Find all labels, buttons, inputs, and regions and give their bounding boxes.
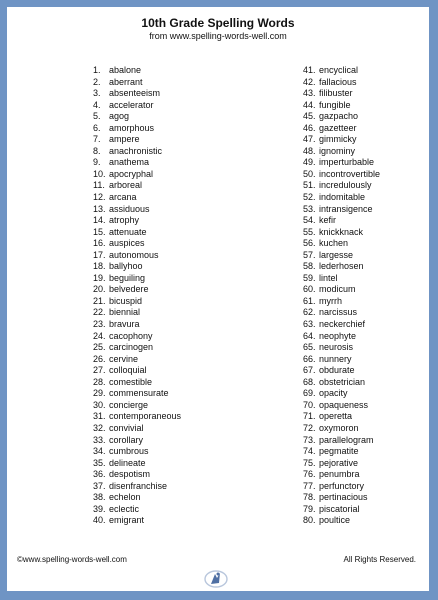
word-list-item (303, 261, 423, 273)
word-list-item (303, 492, 423, 504)
word-list-item (93, 481, 283, 493)
word-number: 77. (303, 480, 316, 491)
word-number: 54. (303, 215, 316, 226)
spelling-word: modicum (319, 284, 356, 295)
spelling-word: lintel (319, 272, 338, 283)
spelling-word: anathema (109, 157, 150, 168)
word-list-item (303, 215, 423, 227)
word-list-item (303, 65, 423, 77)
word-list-item (303, 146, 423, 158)
word-list-item (303, 377, 423, 389)
spelling-word: atrophy (109, 215, 140, 226)
word-number: 33. (93, 434, 106, 445)
spelling-word: piscatorial (319, 503, 360, 514)
word-list-item (93, 331, 283, 343)
page-title: 10th Grade Spelling Words (141, 16, 295, 30)
word-number: 73. (303, 434, 316, 445)
word-list-item (303, 435, 423, 447)
spelling-word: opaqueness (319, 399, 369, 410)
word-list-item (303, 180, 423, 192)
word-list-item (93, 423, 283, 435)
spelling-word: belvedere (109, 284, 149, 295)
word-list-item (93, 169, 283, 181)
word-list-right (303, 65, 423, 527)
word-number: 63. (303, 319, 316, 330)
word-number: 5. (93, 111, 101, 122)
word-number: 23. (93, 319, 106, 330)
word-list-item (93, 100, 283, 112)
spelling-word: pejorative (319, 457, 359, 468)
spelling-word: amorphous (109, 122, 155, 133)
spelling-word: indomitable (319, 192, 366, 203)
word-list-item (303, 354, 423, 366)
word-number: 53. (303, 203, 316, 214)
word-list-item (303, 296, 423, 308)
word-number: 42. (303, 76, 316, 87)
word-number: 75. (303, 457, 316, 468)
spelling-word: comestible (109, 376, 153, 387)
word-list-item (303, 134, 423, 146)
spelling-word: autonomous (109, 249, 159, 260)
word-list-item (303, 100, 423, 112)
spelling-word: poultice (319, 515, 351, 526)
word-number: 10. (93, 168, 106, 179)
spelling-word: carcinogen (109, 342, 154, 353)
word-number: 51. (303, 180, 316, 191)
word-list-item (303, 227, 423, 239)
word-number: 1. (93, 65, 101, 75)
word-list-item (303, 411, 423, 423)
word-number: 60. (303, 284, 316, 295)
spelling-word: apocryphal (109, 168, 154, 179)
spelling-word: pegmatite (319, 446, 359, 457)
word-list-item (303, 515, 423, 527)
spelling-word: intransigence (319, 203, 373, 214)
word-list-item (93, 134, 283, 146)
spelling-word: filibuster (319, 88, 353, 99)
spelling-word: opacity (319, 388, 348, 399)
word-number: 19. (93, 272, 106, 283)
spelling-word: agog (109, 111, 130, 122)
spelling-word: obdurate (319, 365, 355, 376)
word-number: 56. (303, 238, 316, 249)
spelling-word: penumbra (319, 469, 360, 480)
word-list-item (303, 446, 423, 458)
word-list-item (93, 227, 283, 239)
spelling-word: operetta (319, 411, 353, 422)
spelling-word: gimmicky (319, 134, 357, 145)
spelling-word: gazetteer (319, 122, 357, 133)
word-number: 16. (93, 238, 106, 249)
spelling-word: bravura (109, 319, 140, 330)
word-list-item (93, 192, 283, 204)
spelling-word: assiduous (109, 203, 150, 214)
word-number: 57. (303, 249, 316, 260)
spelling-word: obstetrician (319, 376, 366, 387)
word-list-item (303, 469, 423, 481)
spelling-word: absenteeism (109, 88, 161, 99)
word-number: 66. (303, 353, 316, 364)
word-list-item (93, 123, 283, 135)
word-number: 41. (303, 65, 316, 75)
spelling-word: myrrh (319, 295, 342, 306)
word-number: 20. (93, 284, 106, 295)
spelling-word: cacophony (109, 330, 153, 341)
word-number: 12. (93, 192, 106, 203)
word-list-item (93, 65, 283, 77)
spelling-word: largesse (319, 249, 354, 260)
spelling-word: encyclical (319, 65, 359, 75)
spelling-word: attenuate (109, 226, 147, 237)
spelling-word: narcissus (319, 307, 358, 318)
word-list-item (303, 250, 423, 262)
word-number: 6. (93, 122, 101, 133)
spelling-word: emigrant (109, 515, 145, 526)
word-list-item (303, 319, 423, 331)
word-number: 35. (93, 457, 106, 468)
spelling-word: ballyhoo (109, 261, 143, 272)
word-list-item (303, 169, 423, 181)
word-number: 76. (303, 469, 316, 480)
word-number: 11. (93, 180, 105, 191)
word-number: 29. (93, 388, 106, 399)
word-number: 28. (93, 376, 106, 387)
word-number: 44. (303, 99, 316, 110)
word-number: 9. (93, 157, 101, 168)
word-list-item (93, 400, 283, 412)
word-list-item (303, 400, 423, 412)
word-number: 37. (93, 480, 106, 491)
word-number: 65. (303, 342, 316, 353)
spelling-word: imperturbable (319, 157, 375, 168)
spelling-word: ampere (109, 134, 140, 145)
word-number: 69. (303, 388, 316, 399)
word-list-item (303, 123, 423, 135)
word-list-item (93, 250, 283, 262)
spelling-word: corollary (109, 434, 144, 445)
word-list-item (93, 504, 283, 516)
spelling-word: beguiling (109, 272, 146, 283)
spelling-word: kefir (319, 215, 337, 226)
word-list-item (303, 388, 423, 400)
word-number: 79. (303, 503, 316, 514)
word-number: 13. (93, 203, 106, 214)
word-number: 46. (303, 122, 316, 133)
spelling-word: anachronistic (109, 145, 163, 156)
word-number: 31. (93, 411, 106, 422)
word-list-item (93, 515, 283, 527)
word-number: 26. (93, 353, 106, 364)
worksheet-page (7, 7, 429, 591)
spelling-word: arboreal (109, 180, 143, 191)
word-list-item (93, 446, 283, 458)
word-list-item (303, 77, 423, 89)
word-list-item (93, 469, 283, 481)
spelling-word: colloquial (109, 365, 147, 376)
word-list-item (93, 492, 283, 504)
word-list-item (93, 146, 283, 158)
word-number: 61. (303, 295, 316, 306)
spelling-word: bicuspid (109, 295, 143, 306)
word-list-item (93, 296, 283, 308)
word-number: 24. (93, 330, 106, 341)
word-number: 30. (93, 399, 106, 410)
word-number: 22. (93, 307, 106, 318)
spelling-word: abalone (109, 65, 142, 75)
spelling-word: neurosis (319, 342, 354, 353)
spelling-word: cumbrous (109, 446, 149, 457)
word-number: 7. (93, 134, 101, 145)
word-number: 3. (93, 88, 101, 99)
word-list-item (93, 319, 283, 331)
word-list-item (303, 204, 423, 216)
word-list-item (93, 377, 283, 389)
word-number: 4. (93, 99, 101, 110)
word-number: 17. (93, 249, 106, 260)
word-number: 59. (303, 272, 316, 283)
word-list-item (93, 388, 283, 400)
word-number: 39. (93, 503, 106, 514)
word-list-item (93, 354, 283, 366)
word-list-item (303, 192, 423, 204)
spelling-word: oxymoron (319, 422, 359, 433)
word-number: 8. (93, 145, 101, 156)
word-number: 2. (93, 76, 101, 87)
word-list-item (93, 88, 283, 100)
word-list-item (303, 238, 423, 250)
word-list-item (93, 204, 283, 216)
word-list-item (93, 284, 283, 296)
spelling-word: arcana (109, 192, 137, 203)
spelling-word: pertinacious (319, 492, 368, 503)
word-number: 50. (303, 168, 316, 179)
word-number: 48. (303, 145, 316, 156)
spelling-word: parallelogram (319, 434, 374, 445)
word-list-item (303, 423, 423, 435)
word-list-item (303, 342, 423, 354)
word-number: 43. (303, 88, 316, 99)
spelling-word: accelerator (109, 99, 154, 110)
word-number: 45. (303, 111, 316, 122)
word-list-item (93, 157, 283, 169)
word-number: 49. (303, 157, 316, 168)
spelling-word: ignominy (319, 145, 356, 156)
word-number: 70. (303, 399, 316, 410)
spelling-word: knickknack (319, 226, 364, 237)
word-list-item (303, 365, 423, 377)
spelling-word: neckerchief (319, 319, 366, 330)
word-list-item (93, 435, 283, 447)
word-number: 71. (303, 411, 316, 422)
word-number: 72. (303, 422, 316, 433)
copyright-text: ©www.spelling-words-well.com (17, 555, 127, 564)
word-list-item (93, 307, 283, 319)
word-list-item (303, 458, 423, 470)
spelling-word: eclectic (109, 503, 140, 514)
word-number: 55. (303, 226, 316, 237)
spelling-word: perfunctory (319, 480, 365, 491)
spelling-word: concierge (109, 399, 149, 410)
word-number: 67. (303, 365, 316, 376)
word-list-item (93, 180, 283, 192)
word-list-item (303, 284, 423, 296)
spelling-word: gazpacho (319, 111, 359, 122)
word-list-item (93, 342, 283, 354)
page-subtitle: from www.spelling-words-well.com (149, 31, 287, 41)
word-list-item (303, 273, 423, 285)
word-list-item (93, 238, 283, 250)
spelling-word: echelon (109, 492, 141, 503)
spelling-word: commensurate (109, 388, 169, 399)
word-list-item (93, 273, 283, 285)
word-number: 25. (93, 342, 106, 353)
spelling-word: auspices (109, 238, 145, 249)
spelling-word: fungible (319, 99, 351, 110)
word-list-item (93, 458, 283, 470)
word-number: 15. (93, 226, 106, 237)
word-number: 36. (93, 469, 106, 480)
word-number: 18. (93, 261, 106, 272)
word-number: 68. (303, 376, 316, 387)
word-list-item (303, 307, 423, 319)
site-logo-icon (203, 569, 229, 589)
word-number: 21. (93, 295, 106, 306)
word-number: 34. (93, 446, 106, 457)
word-list-left (93, 65, 283, 527)
word-number: 14. (93, 215, 106, 226)
word-list-item (303, 504, 423, 516)
word-list-item (93, 411, 283, 423)
spelling-word: contemporaneous (109, 411, 182, 422)
spelling-word: kuchen (319, 238, 349, 249)
word-number: 38. (93, 492, 106, 503)
spelling-word: neophyte (319, 330, 357, 341)
rights-text: All Rights Reserved. (343, 555, 416, 564)
word-list-item (93, 261, 283, 273)
spelling-word: biennial (109, 307, 141, 318)
spelling-word: convivial (109, 422, 144, 433)
spelling-word: nunnery (319, 353, 352, 364)
word-list-item (303, 88, 423, 100)
word-number: 80. (303, 515, 316, 526)
spelling-word: aberrant (109, 76, 143, 87)
word-list-item (303, 481, 423, 493)
spelling-word: incredulously (319, 180, 372, 191)
word-list-item (303, 157, 423, 169)
word-number: 62. (303, 307, 316, 318)
spelling-word: disenfranchise (109, 480, 168, 491)
spelling-word: incontrovertible (319, 168, 381, 179)
word-number: 74. (303, 446, 316, 457)
spelling-word: lederhosen (319, 261, 364, 272)
word-list-item (303, 111, 423, 123)
word-list-item (93, 77, 283, 89)
word-number: 58. (303, 261, 316, 272)
word-number: 27. (93, 365, 106, 376)
word-number: 40. (93, 515, 106, 526)
word-number: 47. (303, 134, 316, 145)
spelling-word: fallacious (319, 76, 357, 87)
word-number: 78. (303, 492, 316, 503)
word-list-item (93, 215, 283, 227)
word-list-item (303, 331, 423, 343)
word-list-item (93, 111, 283, 123)
spelling-word: cervine (109, 353, 139, 364)
spelling-word: despotism (109, 469, 151, 480)
spelling-word: delineate (109, 457, 146, 468)
word-number: 52. (303, 192, 316, 203)
word-list-item (93, 365, 283, 377)
word-number: 64. (303, 330, 316, 341)
word-number: 32. (93, 422, 106, 433)
